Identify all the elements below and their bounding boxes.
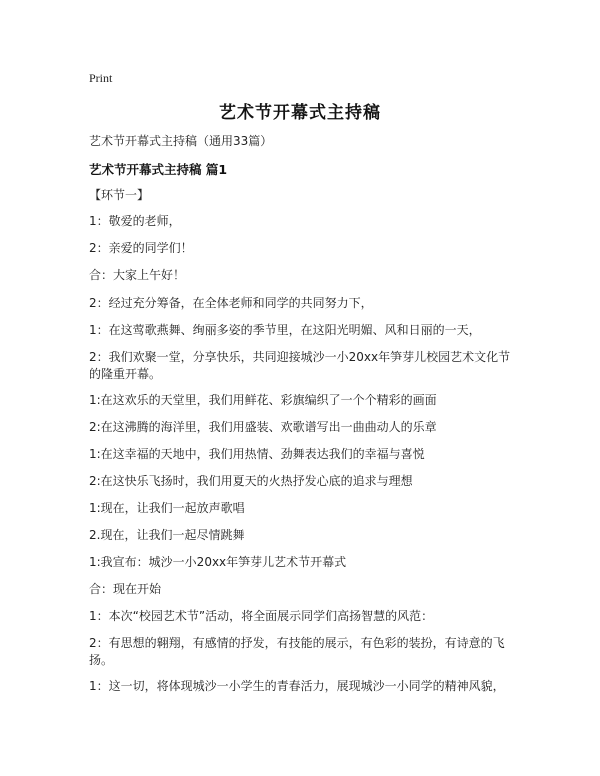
paragraph: 1：本次“校园艺术节”活动，将全面展示同学们高扬智慧的风范： [89,609,434,623]
paragraph: 1:现在，让我们一起放声歌唱 [89,501,245,515]
paragraph: 1：这一切，将体现城沙一小学生的青春活力，展现城沙一小同学的精神风貌， [89,679,505,693]
paragraph: 2:在这快乐飞扬时，我们用夏天的火热抒发心底的追求与理想 [89,474,413,488]
paragraph: 2:在这沸腾的海洋里，我们用盛装、欢歌谱写出一曲曲动人的乐章 [89,420,437,434]
paragraph: 1：在这莺歌燕舞、绚丽多姿的季节里，在这阳光明媚、风和日丽的一天， [89,323,481,337]
paragraph: 1：敬爱的老师， [89,214,181,228]
subtitle: 艺术节开幕式主持稿（通用33篇） [89,134,273,148]
paragraph: 2.现在，让我们一起尽情跳舞 [89,528,245,542]
paragraph: 合：现在开始 [89,582,162,596]
paragraph: 2：亲爱的同学们！ [89,241,193,255]
page-title: 艺术节开幕式主持稿 [219,103,381,123]
paragraph: 1:在这幸福的天地中，我们用热情、劲舞表达我们的幸福与喜悦 [89,447,425,461]
section-title: 艺术节开幕式主持稿 篇1 [89,162,228,177]
paragraph: 【环节一】 [89,188,150,202]
paragraph: 1:我宣布：城沙一小20xx年笋芽儿艺术节开幕式 [89,555,347,569]
paragraph: 1:在这欢乐的天堂里，我们用鲜花、彩旗编织了一个个精彩的画面 [89,393,437,407]
paragraph: 2：有思想的翱翔，有感情的抒发，有技能的展示，有色彩的装扮，有诗意的飞扬。 [89,636,505,667]
print-label[interactable]: Print [89,71,113,85]
paragraph: 合：大家上午好！ [89,268,186,282]
paragraph: 2：我们欢聚一堂，分享快乐，共同迎接城沙一小20xx年笋芽儿校园艺术文化节的隆重开幕。 [89,350,511,381]
paragraph: 2：经过充分筹备，在全体老师和同学的共同努力下， [89,296,373,310]
